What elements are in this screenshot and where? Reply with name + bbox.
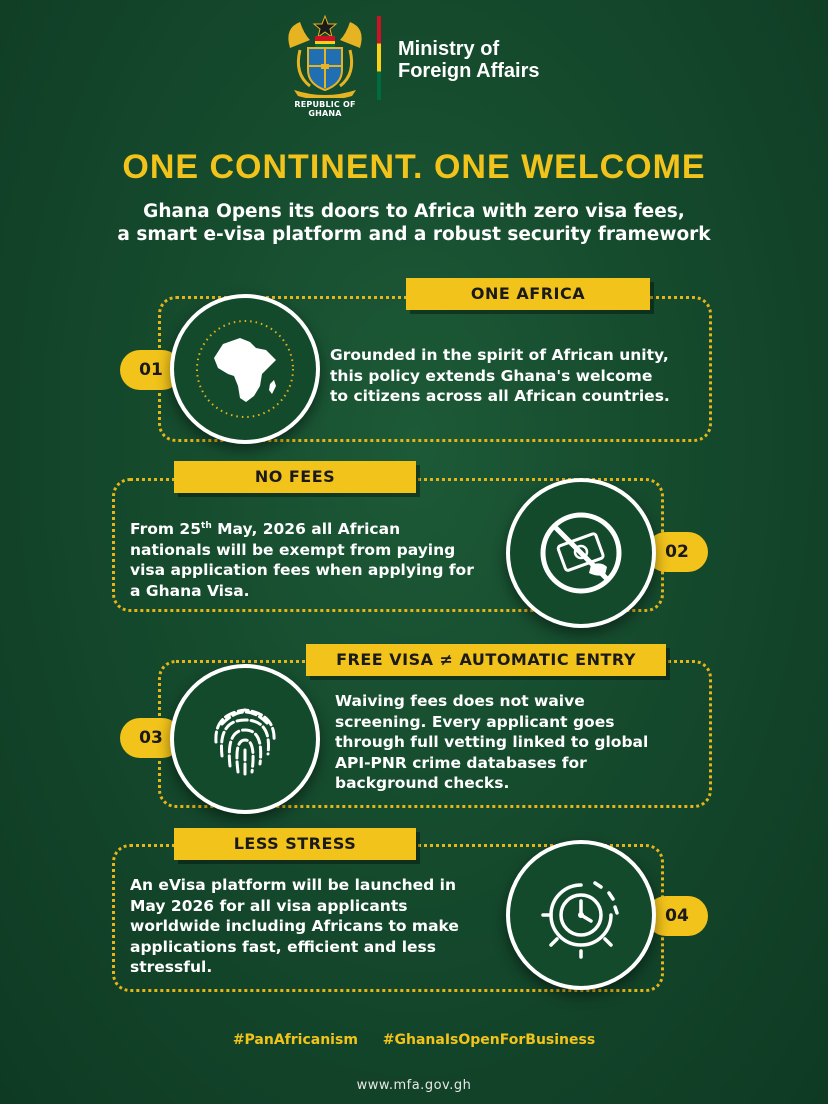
section-03-line: Waiving fees does not waive — [335, 692, 585, 710]
fingerprint-icon — [200, 694, 290, 784]
section-04-line: An eVisa platform will be launched in — [130, 876, 456, 894]
africa-map-icon — [190, 314, 300, 424]
coat-of-arms-icon — [280, 14, 370, 98]
section-04-line: worldwide including Africans to make — [130, 917, 459, 935]
section-04-title: LESS STRESS — [174, 828, 416, 860]
subhead-line-2: a smart e-visa platform and a robust security framework — [117, 224, 711, 245]
section-01-icon-circle — [170, 294, 320, 444]
section-01-line: this policy extends Ghana's welcome — [330, 366, 653, 385]
section-02-line: nationals will be exempt from paying — [130, 540, 456, 559]
section-02-text — [130, 519, 510, 601]
section-01-line: to citizens across all African countries. — [330, 387, 670, 405]
section-04-number: 04 — [646, 896, 708, 936]
section-03-number: 03 — [120, 718, 182, 758]
clock-gear-icon — [531, 865, 631, 965]
hashtag-panafricanism[interactable]: #PanAfricanism — [232, 1032, 358, 1048]
section-02-icon-circle — [506, 478, 656, 628]
section-02-line: a Ghana Visa. — [130, 581, 250, 600]
section-03-line: API-PNR crime databases for — [335, 753, 587, 772]
section-02-date-suffix: th — [201, 521, 212, 531]
section-02-line — [130, 519, 510, 540]
no-money-icon — [531, 503, 631, 603]
ministry-title — [398, 38, 578, 82]
hashtag-ghana-open[interactable]: #GhanaIsOpenForBusiness — [382, 1032, 596, 1048]
section-02-date-prefix: From 25 — [130, 520, 202, 538]
ministry-line-1: Ministry of — [398, 38, 500, 60]
header — [280, 14, 580, 118]
subheadline — [60, 200, 768, 246]
republic-label: REPUBLIC OF GHANA — [294, 100, 356, 118]
section-03-icon-circle — [170, 664, 320, 814]
section-04-line: applications fast, efficient and less — [130, 937, 436, 956]
subhead-line-1: Ghana Opens its doors to Africa with zero visa fees, — [143, 201, 685, 222]
ministry-line-2: Foreign Affairs — [398, 60, 540, 82]
section-01-number: 01 — [120, 350, 182, 390]
section-02-date-rest: May, 2026 all African — [211, 520, 401, 538]
section-04-line: stressful. — [130, 958, 213, 976]
section-03-title: FREE VISA ≠ AUTOMATIC ENTRY — [306, 644, 666, 676]
section-04-icon-circle — [506, 840, 656, 990]
hashtags — [0, 1032, 828, 1048]
section-01-line: Grounded in the spirit of African unity, — [330, 346, 669, 364]
website-url[interactable]: www.mfa.gov.gh — [356, 1078, 472, 1093]
section-02-number: 02 — [646, 532, 708, 572]
section-04-text — [130, 875, 510, 978]
section-02-title: NO FEES — [174, 461, 416, 493]
section-02-line: visa application fees when applying for — [130, 561, 474, 579]
section-03-line: background checks. — [335, 774, 510, 792]
section-03-text — [335, 691, 705, 794]
section-01-text — [330, 345, 710, 407]
flag-divider — [377, 16, 381, 100]
headline: ONE CONTINENT. ONE WELCOME — [122, 148, 706, 186]
section-03-line: through full vetting linked to global — [335, 733, 649, 751]
section-01-title: ONE AFRICA — [406, 278, 650, 310]
section-04-line: May 2026 for all visa applicants — [130, 896, 408, 915]
section-03-line: screening. Every applicant goes — [335, 712, 615, 731]
